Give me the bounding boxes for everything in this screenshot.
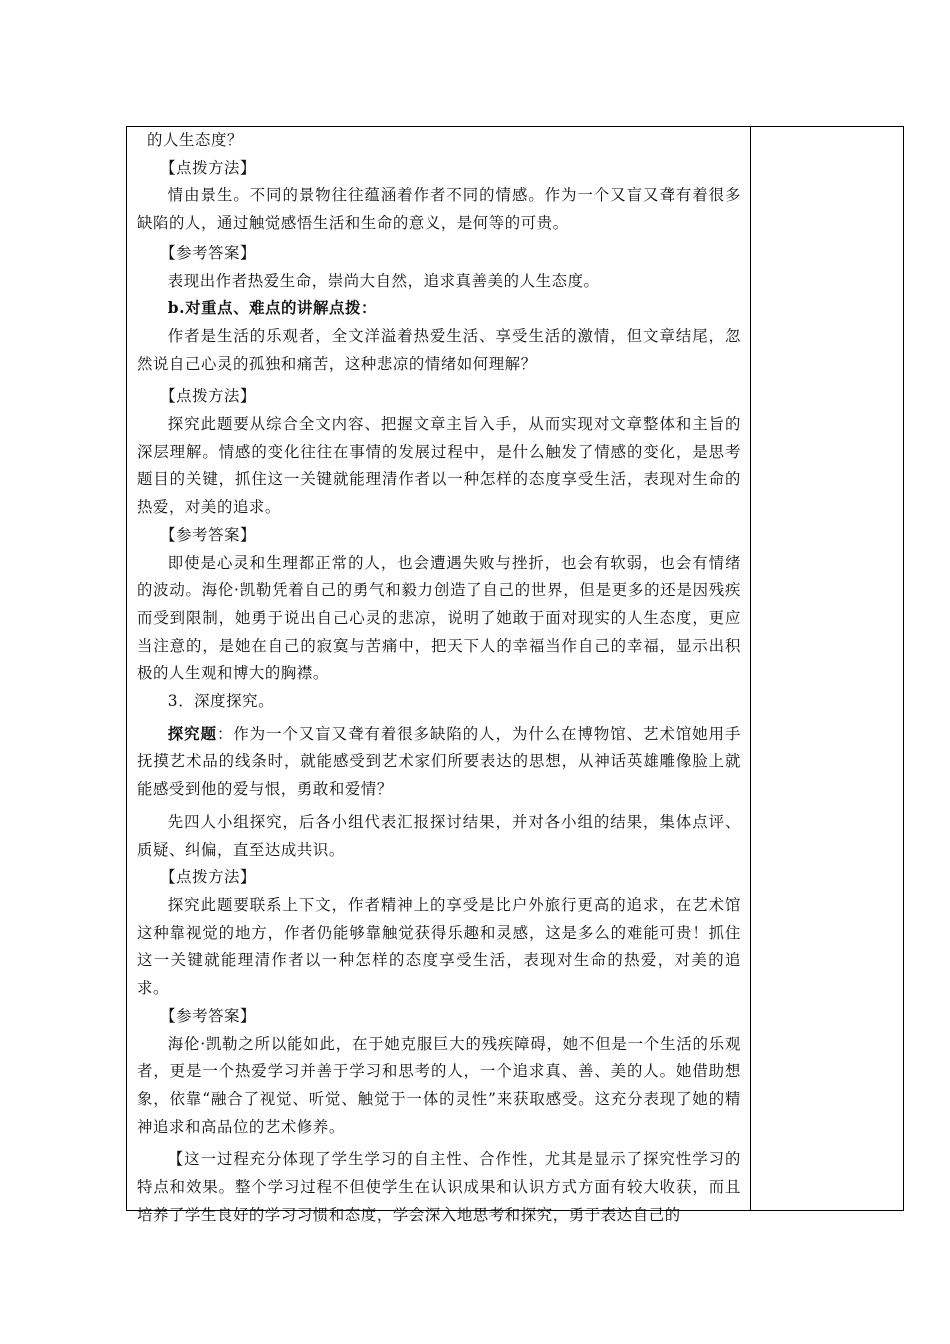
- paragraph-question-text: 作者是生活的乐观者，全文洋溢着热爱生活、享受生活的激情，但文章结尾，忽然说自己心灵的孤独和痛苦，这种悲凉的情绪如何理解？: [137, 326, 741, 373]
- inquiry-question-label: 探究题: [167, 724, 217, 743]
- paragraph-continuation: 的人生态度？: [147, 131, 243, 149]
- section-heading-key-points: b.对重点、难点的讲解点拨：: [167, 299, 378, 318]
- heading-reference-answer: 【参考答案】: [160, 1006, 257, 1025]
- paragraph-answer-text: 表现出作者热爱生命，崇尚大自然，追求真善美的人生态度。: [167, 271, 600, 290]
- heading-hint-method: 【点拨方法】: [160, 387, 257, 406]
- paragraph-inquiry-question: [137, 721, 741, 804]
- heading-hint-method: 【点拨方法】: [160, 868, 257, 887]
- paragraph-answer-text: 海伦·凯勒之所以能如此，在于她克服巨大的残疾障碍，她不但是一个生活的乐观者，更是一个热爱学习并善于学习和思考的人，一个追求真、善、美的人。她借助想象，依靠“融合了视觉、听觉、触觉于一体的灵性”来获取感受。这充分表现了她的精神追求和高品位的艺术修养。: [137, 1034, 741, 1136]
- heading-reference-answer: 【参考答案】: [160, 525, 257, 544]
- paragraph-teaching-note: 【这一过程充分体现了学生学习的自主性、合作性，尤其是显示了探究性学习的特点和效果。整个学习过程不但使学生在认识成果和认识方式方面有较大收获，而且培养了学生良好的学习习惯和态度，学会深入地思考和探究，勇于表达自己的: [137, 1150, 741, 1224]
- side-notes-cell: [751, 127, 903, 1210]
- section-heading-deep-inquiry: 3．深度探究。: [167, 692, 275, 711]
- inquiry-question-text: ：作为一个又盲又聋有着很多缺陷的人，为什么在博物馆、艺术馆她用手抚摸艺术品的线条时，就能感受到艺术家们所要表达的思想，从神话英雄雕像脸上就能感受到他的爱与恨，勇敢和爱情？: [137, 724, 741, 799]
- paragraph-hint-text: 探究此题要联系上下文，作者精神上的享受是比户外旅行更高的追求，在艺术馆这种靠视觉的地方，作者仍能够靠触觉获得乐趣和灵感，这是多么的难能可贵！抓住这一关键就能理清作者以一种怎样的态度享受生活，表现对生命的热爱，对美的追求。: [137, 895, 741, 998]
- paragraph-group-activity: 先四人小组探究，后各小组代表汇报探讨结果，并对各小组的结果，集体点评、质疑、纠偏，直至达成共识。: [137, 812, 741, 859]
- paragraph-answer-text: 即使是心灵和生理都正常的人，也会遭遇失败与挫折，也会有软弱，也会有情绪的波动。海伦·凯勒凭着自己的勇气和毅力创造了自己的世界，但是更多的还是因残疾而受到限制，她勇于说出自己心灵的悲凉，说明了她敢于面对现实的人生态度，更应当注意的，是她在自己的寂寞与苦痛中，把天下人的幸福当作自己的幸福，显示出积极的人生观和博大的胸襟。: [137, 553, 741, 683]
- paragraph-hint-text: 情由景生。不同的景物往往蕴涵着作者不同的情感。作为一个又盲又聋有着很多缺陷的人，通过触觉感悟生活和生命的意义，是何等的可贵。: [137, 186, 741, 233]
- lesson-plan-table: [126, 126, 904, 1224]
- paragraph-hint-text: 探究此题要从综合全文内容、把握文章主旨入手，从而实现对文章整体和主旨的深层理解。情感的变化往往在事情的发展过程中，是什么触发了情感的变化，是思考题目的关键，抓住这一关键就能理清作者以一种怎样的态度享受生活，表现对生命的热爱，对美的追求。: [137, 415, 741, 517]
- main-content-cell: [127, 127, 750, 1224]
- heading-reference-answer: 【参考答案】: [160, 243, 257, 262]
- heading-hint-method: 【点拨方法】: [160, 158, 257, 177]
